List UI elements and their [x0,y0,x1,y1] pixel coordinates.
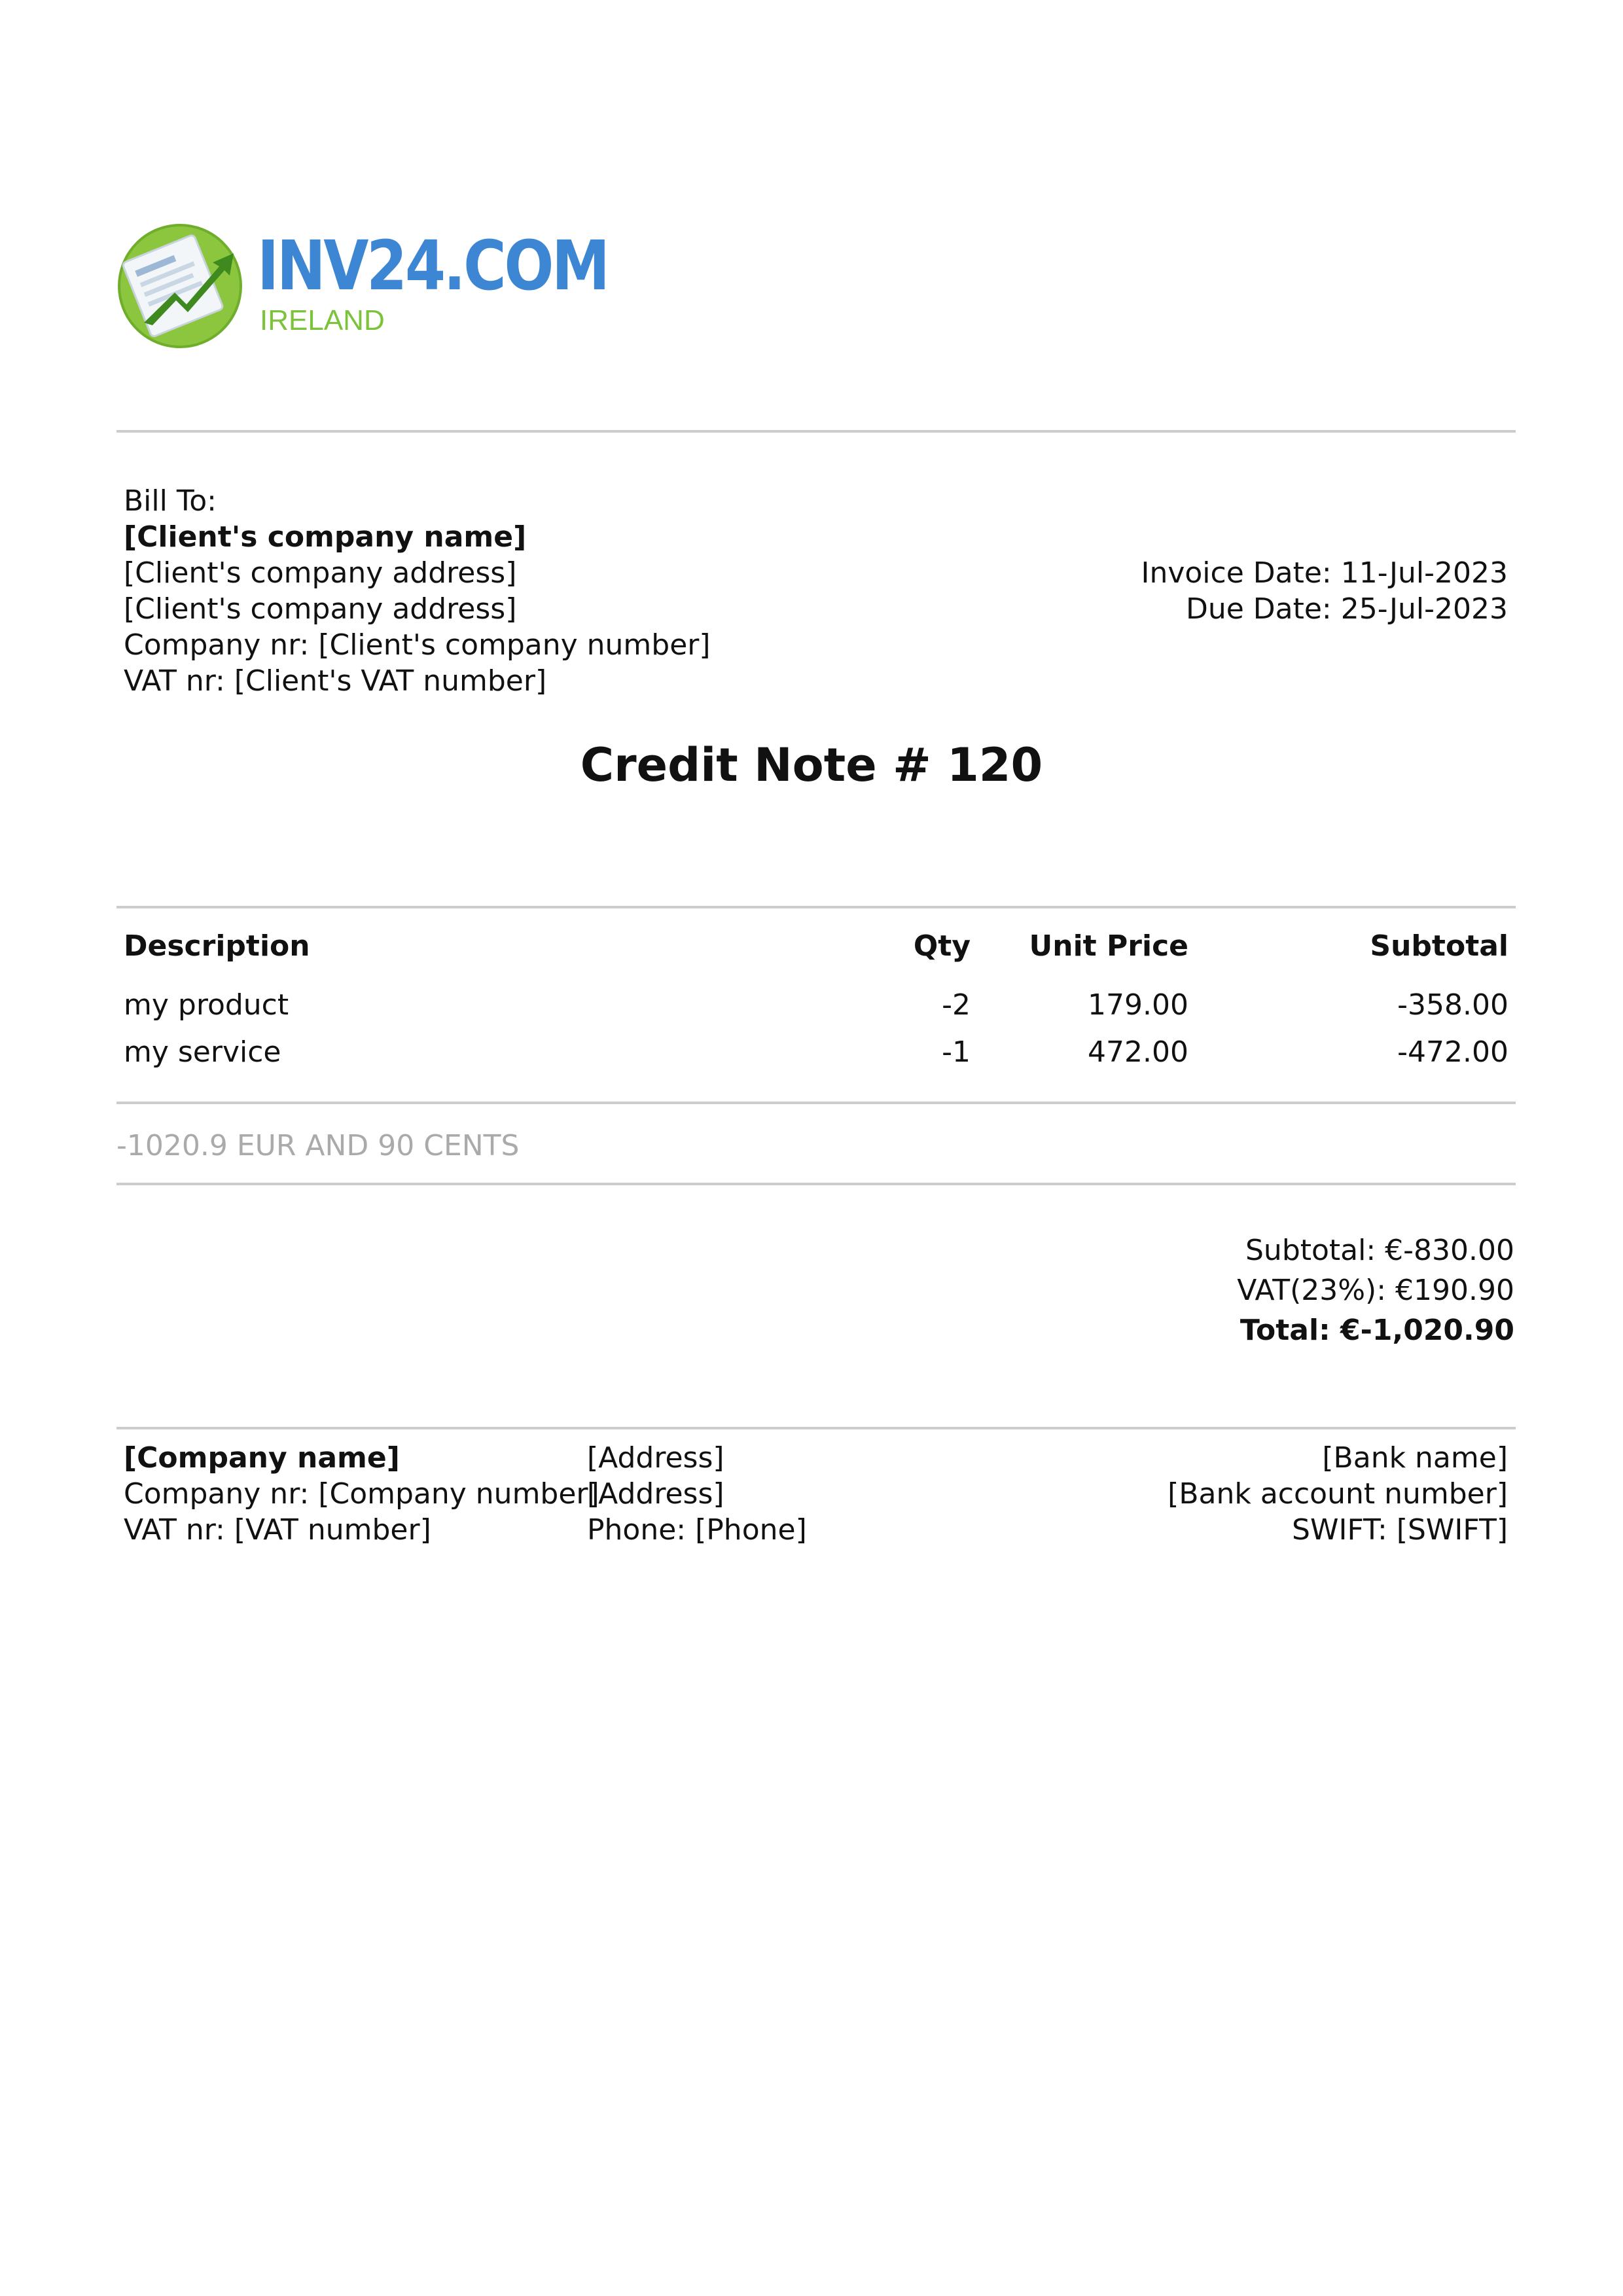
table-top-divider [116,906,1516,908]
bill-to-heading: Bill To: [124,484,217,518]
logo-country: IRELAND [260,304,385,336]
table-row [124,1035,1508,1083]
table-bottom-divider [116,1102,1516,1104]
header-qty: Qty [913,929,971,963]
header-unit-price: Unit Price [1029,929,1188,963]
row-qty: -1 [942,1035,971,1069]
client-address-line-2: [Client's company address] [124,592,517,626]
footer-address-line-1: [Address] [587,1441,724,1475]
dates-block [1141,555,1508,627]
row-subtotal: -358.00 [1397,988,1508,1022]
document-title: Credit Note # 120 [580,738,1043,792]
logo-brand-name: INV24.COM [257,226,608,306]
footer-bank-name: [Bank name] [1322,1441,1508,1475]
footer-divider [116,1427,1516,1429]
table-row [124,988,1508,1035]
footer-address-line-2: [Address] [587,1477,724,1511]
totals-block [1237,1230,1514,1350]
amount-in-words: -1020.9 EUR AND 90 CENTS [116,1129,520,1162]
logo-icon [115,213,252,350]
row-description: my service [124,1035,281,1069]
header-description: Description [124,929,310,963]
invoice-date: Invoice Date: 11-Jul-2023 [1141,556,1508,590]
client-company-number: Company nr: [Client's company number] [124,628,711,662]
items-table [124,929,1508,1083]
due-date: Due Date: 25-Jul-2023 [1185,592,1508,626]
footer-bank-info [1168,1440,1508,1548]
totals-total: Total: €-1,020.90 [1240,1314,1514,1347]
bill-to-block [124,483,711,699]
client-company-name: [Client's company name] [124,520,527,554]
footer-company-info [124,1440,599,1548]
footer-swift: SWIFT: [SWIFT] [1292,1513,1508,1547]
footer-phone: Phone: [Phone] [587,1513,807,1547]
client-address-line-1: [Client's company address] [124,556,517,590]
footer-contact-info [587,1440,807,1548]
header-divider [116,430,1516,433]
footer-bank-account: [Bank account number] [1168,1477,1508,1511]
footer-company-name: [Company name] [124,1441,400,1475]
totals-subtotal: Subtotal: €-830.00 [1245,1234,1514,1267]
amount-divider [116,1183,1516,1185]
header-subtotal: Subtotal [1370,929,1508,963]
footer-company-number: Company nr: [Company number] [124,1477,599,1511]
client-vat-number: VAT nr: [Client's VAT number] [124,664,547,698]
table-header-row [124,929,1508,988]
footer-vat-number: VAT nr: [VAT number] [124,1513,431,1547]
company-logo [115,213,608,350]
row-unit-price: 179.00 [1088,988,1188,1022]
row-qty: -2 [942,988,971,1022]
totals-vat: VAT(23%): €190.90 [1237,1274,1514,1307]
row-unit-price: 472.00 [1088,1035,1188,1069]
row-description: my product [124,988,289,1022]
row-subtotal: -472.00 [1397,1035,1508,1069]
